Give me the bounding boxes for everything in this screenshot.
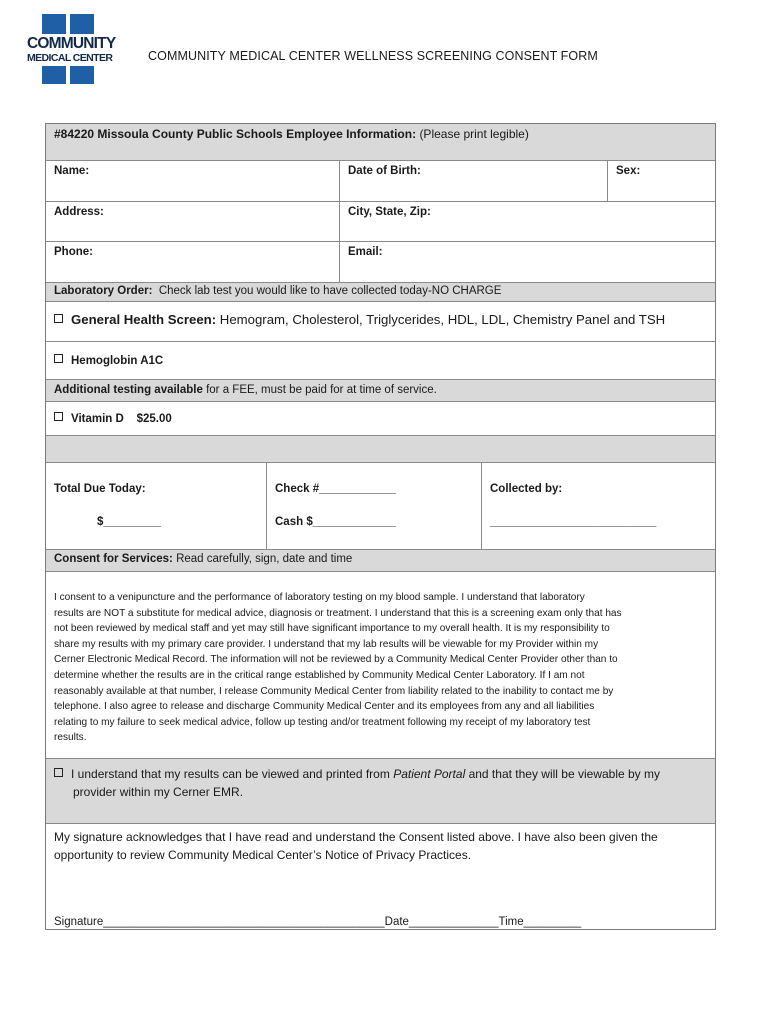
consent-line: share my results with my primary care provider. I understand that my lab results will be viewable for my Provider within my	[54, 638, 599, 650]
patient-portal-checkbox[interactable]	[54, 768, 63, 777]
vitamin-d-label: Vitamin D	[71, 413, 124, 425]
logo-block-icon	[70, 14, 94, 34]
total-due-blank[interactable]: $_________	[97, 516, 161, 528]
portal-text-post: and that they will be viewable by my	[468, 767, 661, 781]
name-row	[46, 160, 715, 201]
consent-paragraph	[46, 572, 715, 746]
address-row	[46, 201, 715, 241]
signature-ack-line: opportunity to review Community Medical Center’s Notice of Privacy Practices.	[54, 848, 472, 862]
consent-instruction: Read carefully, sign, date and time	[176, 553, 353, 565]
general-health-label: General Health Screen:	[71, 312, 217, 327]
payment-method-cell	[266, 463, 481, 549]
vitamin-d-price: $25.00	[136, 413, 172, 425]
lab-order-heading: Laboratory Order:	[54, 285, 153, 297]
consent-header	[46, 549, 715, 571]
spacer-row	[46, 435, 715, 462]
general-health-row	[46, 301, 715, 341]
consent-line: determine whether the results are in the critical range established by Community Medical Center Laboratory. If I am not	[54, 669, 585, 681]
general-health-desc: Hemogram, Cholesterol, Triglycerides, HDL, LDL, Chemistry Panel and TSH	[219, 312, 666, 327]
collected-by-field[interactable]: __________________________	[490, 516, 657, 528]
a1c-row	[46, 341, 715, 379]
patient-portal-name: Patient Portal	[393, 767, 466, 781]
employee-info-header	[46, 124, 715, 160]
portal-text-line2: provider within my Cerner EMR.	[73, 785, 244, 799]
check-number-field[interactable]: Check #____________	[275, 483, 396, 495]
collected-by-label: Collected by:	[490, 483, 563, 495]
vitamin-d-checkbox[interactable]	[54, 412, 63, 421]
payment-row	[46, 462, 715, 549]
community-medical-center-logo	[26, 14, 118, 86]
signature-ack-line: My signature acknowledges that I have read and understand the Consent listed above. I have also been given the	[54, 830, 658, 844]
city-state-zip-field[interactable]: City, State, Zip:	[339, 202, 715, 241]
consent-text-row	[46, 571, 715, 758]
patient-portal-row	[46, 758, 715, 823]
sex-field[interactable]: Sex:	[607, 161, 715, 201]
logo-block-icon	[42, 14, 66, 34]
a1c-label: Hemoglobin A1C	[71, 355, 164, 367]
additional-testing-note: for a FEE, must be paid for at time of service.	[206, 384, 437, 396]
name-field[interactable]: Name:	[54, 165, 90, 177]
consent-line: reasonably available at that number, I release Community Medical Center from liability related to the inability to contact me by	[54, 685, 614, 697]
email-field[interactable]: Email:	[339, 242, 715, 282]
additional-testing-header	[46, 379, 715, 401]
phone-field[interactable]: Phone:	[54, 246, 93, 258]
general-health-checkbox[interactable]	[54, 314, 63, 323]
address-field[interactable]: Address:	[54, 206, 104, 218]
consent-line: I consent to a venipuncture and the performance of laboratory testing on my blood sample. I understand that laboratory	[54, 592, 585, 603]
consent-line: not been reviewed by medical staff and yet may still have significant importance to my overall health. It is my responsibility to	[54, 623, 610, 635]
consent-line: relating to my failure to seek medical advice, follow up testing and/or treatment following my receipt of my laboratory test	[54, 716, 591, 728]
additional-testing-heading: Additional testing available	[54, 384, 203, 396]
lab-order-header	[46, 282, 715, 301]
dob-field[interactable]: Date of Birth:	[339, 161, 607, 201]
logo-block-icon	[70, 66, 94, 84]
logo-block-icon	[42, 66, 66, 84]
logo-line2: MEDICAL CENTER	[27, 52, 113, 64]
a1c-checkbox[interactable]	[54, 354, 63, 363]
collected-by-cell	[481, 463, 715, 549]
logo-line1: COMMUNITY	[27, 35, 116, 52]
consent-line: Cerner Electronic Medical Record. The information will not be reviewed by a Community Medical Center Provider other than to	[54, 654, 618, 666]
consent-form	[45, 123, 716, 930]
signature-row	[46, 823, 715, 929]
vitamin-d-row	[46, 401, 715, 435]
phone-row	[46, 241, 715, 282]
signature-date-time-field[interactable]: Signature____________________________________________Date______________Time_________	[54, 916, 582, 928]
total-due-cell	[46, 463, 266, 549]
cash-field[interactable]: Cash $_____________	[275, 516, 396, 528]
consent-line: telephone. I also agree to release and discharge Community Medical Center and its employees from any and all liabilities	[54, 701, 595, 713]
employee-info-heading: #84220 Missoula County Public Schools Employee Information:	[54, 127, 417, 141]
consent-line: results.	[54, 732, 87, 744]
portal-text-pre: I understand that my results can be viewed and printed from	[71, 767, 390, 781]
consent-line: results are NOT a substitute for medical advice, diagnosis or treatment. I understand that this is a screening exam only that has	[54, 607, 622, 619]
employee-info-note: (Please print legible)	[419, 127, 529, 141]
page-title: COMMUNITY MEDICAL CENTER WELLNESS SCREENING CONSENT FORM	[148, 49, 598, 63]
consent-heading: Consent for Services:	[54, 553, 173, 565]
lab-order-instruction: Check lab test you would like to have collected today-NO CHARGE	[158, 285, 502, 297]
total-due-label: Total Due Today:	[54, 483, 146, 495]
